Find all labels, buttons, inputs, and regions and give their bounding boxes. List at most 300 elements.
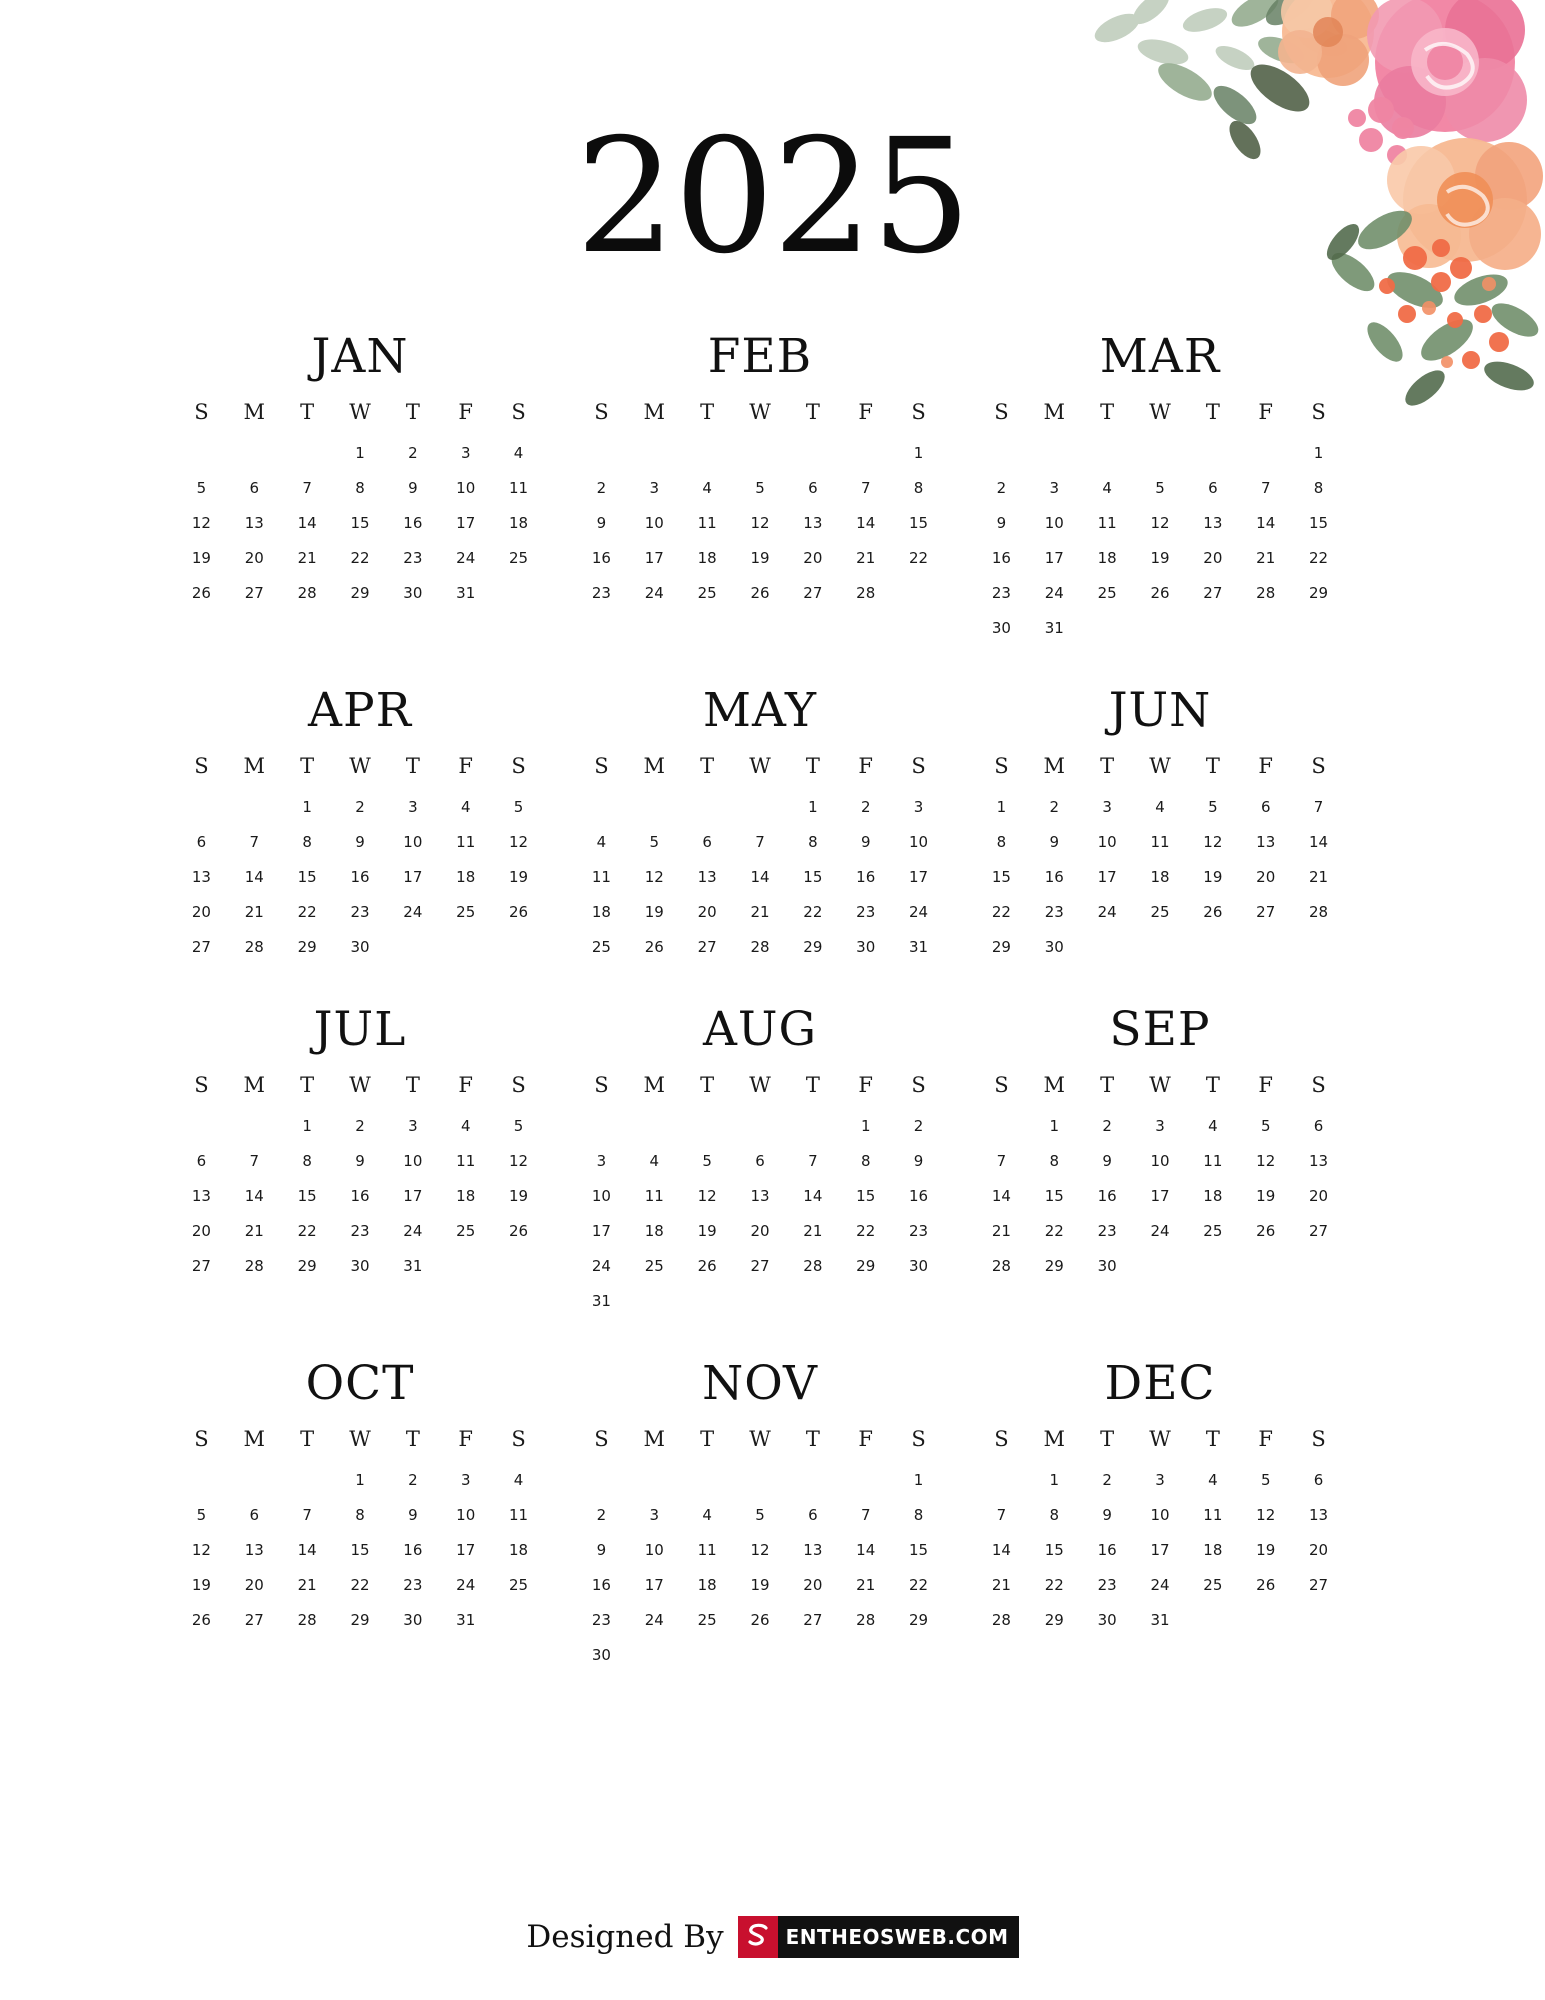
day-cell[interactable]: 22 bbox=[909, 1576, 929, 1595]
day-cell[interactable]: 24 bbox=[456, 1576, 476, 1595]
day-cell[interactable]: 29 bbox=[803, 938, 823, 957]
day-cell[interactable]: 4 bbox=[1208, 1471, 1218, 1490]
day-cell[interactable]: 14 bbox=[244, 1187, 264, 1206]
day-cell[interactable]: 27 bbox=[1203, 584, 1223, 603]
day-cell[interactable]: 15 bbox=[991, 868, 1011, 887]
day-cell[interactable]: 19 bbox=[1150, 549, 1170, 568]
day-cell[interactable]: 6 bbox=[1313, 1117, 1324, 1136]
day-cell[interactable]: 28 bbox=[856, 584, 876, 603]
day-cell[interactable]: 2 bbox=[1102, 1471, 1112, 1490]
day-cell[interactable]: 15 bbox=[297, 868, 317, 887]
day-cell[interactable]: 8 bbox=[913, 479, 924, 498]
day-cell[interactable]: 8 bbox=[808, 833, 818, 852]
day-cell[interactable]: 4 bbox=[1102, 479, 1112, 498]
day-cell[interactable]: 26 bbox=[750, 584, 770, 603]
day-cell[interactable]: 18 bbox=[1097, 549, 1117, 568]
day-cell[interactable]: 6 bbox=[196, 833, 207, 852]
day-cell[interactable]: 29 bbox=[991, 938, 1011, 957]
day-cell[interactable]: 5 bbox=[513, 1117, 524, 1136]
day-cell[interactable]: 24 bbox=[909, 903, 929, 922]
day-cell[interactable]: 26 bbox=[509, 1222, 529, 1241]
day-cell[interactable]: 23 bbox=[350, 1222, 370, 1241]
day-cell[interactable]: 4 bbox=[702, 479, 712, 498]
day-cell[interactable]: 17 bbox=[403, 1187, 423, 1206]
day-cell[interactable]: 28 bbox=[244, 938, 264, 957]
day-cell[interactable]: 28 bbox=[803, 1257, 823, 1276]
day-cell[interactable]: 17 bbox=[456, 1541, 476, 1560]
day-cell[interactable]: 3 bbox=[649, 479, 660, 498]
day-cell[interactable]: 18 bbox=[509, 1541, 529, 1560]
day-cell[interactable]: 2 bbox=[860, 798, 871, 817]
day-cell[interactable]: 15 bbox=[803, 868, 823, 887]
day-cell[interactable]: 11 bbox=[1150, 833, 1170, 852]
day-cell[interactable]: 17 bbox=[909, 868, 929, 887]
day-cell[interactable]: 27 bbox=[244, 1611, 264, 1630]
day-cell[interactable]: 24 bbox=[1044, 584, 1064, 603]
day-cell[interactable]: 13 bbox=[803, 514, 823, 533]
day-cell[interactable]: 27 bbox=[803, 1611, 823, 1630]
day-cell[interactable]: 2 bbox=[596, 1506, 607, 1525]
day-cell[interactable]: 30 bbox=[403, 1611, 423, 1630]
day-cell[interactable]: 19 bbox=[191, 549, 211, 568]
day-cell[interactable]: 18 bbox=[456, 1187, 476, 1206]
day-cell[interactable]: 22 bbox=[297, 1222, 317, 1241]
day-cell[interactable]: 7 bbox=[302, 479, 312, 498]
day-cell[interactable]: 12 bbox=[509, 1152, 529, 1171]
day-cell[interactable]: 10 bbox=[591, 1187, 611, 1206]
day-cell[interactable]: 21 bbox=[991, 1222, 1011, 1241]
day-cell[interactable]: 17 bbox=[403, 868, 423, 887]
day-cell[interactable]: 19 bbox=[1256, 1187, 1276, 1206]
day-cell[interactable]: 29 bbox=[1044, 1611, 1064, 1630]
day-cell[interactable]: 16 bbox=[350, 868, 370, 887]
day-cell[interactable]: 21 bbox=[991, 1576, 1011, 1595]
day-cell[interactable]: 15 bbox=[1044, 1187, 1064, 1206]
day-cell[interactable]: 12 bbox=[191, 1541, 211, 1560]
day-cell[interactable]: 6 bbox=[196, 1152, 207, 1171]
day-cell[interactable]: 16 bbox=[1097, 1187, 1117, 1206]
day-cell[interactable]: 13 bbox=[803, 1541, 823, 1560]
day-cell[interactable]: 13 bbox=[1309, 1152, 1329, 1171]
day-cell[interactable]: 20 bbox=[1256, 868, 1276, 887]
day-cell[interactable]: 13 bbox=[191, 868, 211, 887]
day-cell[interactable]: 21 bbox=[856, 1576, 876, 1595]
day-cell[interactable]: 27 bbox=[750, 1257, 770, 1276]
day-cell[interactable]: 23 bbox=[1097, 1222, 1117, 1241]
day-cell[interactable]: 12 bbox=[697, 1187, 717, 1206]
day-cell[interactable]: 28 bbox=[1309, 903, 1329, 922]
day-cell[interactable]: 2 bbox=[596, 479, 607, 498]
day-cell[interactable]: 10 bbox=[456, 479, 476, 498]
day-cell[interactable]: 9 bbox=[596, 1541, 607, 1560]
day-cell[interactable]: 23 bbox=[591, 1611, 611, 1630]
day-cell[interactable]: 31 bbox=[1150, 1611, 1170, 1630]
day-cell[interactable]: 3 bbox=[649, 1506, 660, 1525]
day-cell[interactable]: 2 bbox=[408, 444, 418, 463]
day-cell[interactable]: 22 bbox=[803, 903, 823, 922]
day-cell[interactable]: 8 bbox=[913, 1506, 924, 1525]
day-cell[interactable]: 19 bbox=[509, 1187, 529, 1206]
day-cell[interactable]: 13 bbox=[191, 1187, 211, 1206]
day-cell[interactable]: 9 bbox=[860, 833, 871, 852]
day-cell[interactable]: 5 bbox=[1155, 479, 1165, 498]
day-cell[interactable]: 21 bbox=[244, 1222, 264, 1241]
day-cell[interactable]: 12 bbox=[750, 514, 770, 533]
day-cell[interactable]: 30 bbox=[591, 1646, 611, 1665]
day-cell[interactable]: 16 bbox=[591, 549, 611, 568]
day-cell[interactable]: 22 bbox=[350, 1576, 370, 1595]
day-cell[interactable]: 1 bbox=[1049, 1471, 1060, 1490]
day-cell[interactable]: 23 bbox=[991, 584, 1011, 603]
day-cell[interactable]: 21 bbox=[1256, 549, 1276, 568]
day-cell[interactable]: 5 bbox=[196, 479, 207, 498]
day-cell[interactable]: 11 bbox=[509, 1506, 529, 1525]
day-cell[interactable]: 15 bbox=[856, 1187, 876, 1206]
day-cell[interactable]: 18 bbox=[456, 868, 476, 887]
day-cell[interactable]: 10 bbox=[1044, 514, 1064, 533]
day-cell[interactable]: 28 bbox=[297, 584, 317, 603]
day-cell[interactable]: 30 bbox=[403, 584, 423, 603]
day-cell[interactable]: 4 bbox=[596, 833, 607, 852]
day-cell[interactable]: 13 bbox=[750, 1187, 770, 1206]
day-cell[interactable]: 1 bbox=[1313, 444, 1324, 463]
day-cell[interactable]: 8 bbox=[1049, 1506, 1060, 1525]
day-cell[interactable]: 25 bbox=[509, 549, 529, 568]
day-cell[interactable]: 29 bbox=[909, 1611, 929, 1630]
day-cell[interactable]: 21 bbox=[803, 1222, 823, 1241]
day-cell[interactable]: 21 bbox=[750, 903, 770, 922]
day-cell[interactable]: 30 bbox=[1044, 938, 1064, 957]
day-cell[interactable]: 23 bbox=[1044, 903, 1064, 922]
day-cell[interactable]: 23 bbox=[909, 1222, 929, 1241]
day-cell[interactable]: 25 bbox=[456, 1222, 476, 1241]
day-cell[interactable]: 16 bbox=[350, 1187, 370, 1206]
day-cell[interactable]: 26 bbox=[750, 1611, 770, 1630]
day-cell[interactable]: 31 bbox=[909, 938, 929, 957]
day-cell[interactable]: 29 bbox=[297, 938, 317, 957]
day-cell[interactable]: 23 bbox=[350, 903, 370, 922]
day-cell[interactable]: 24 bbox=[644, 584, 664, 603]
day-cell[interactable]: 10 bbox=[1150, 1152, 1170, 1171]
day-cell[interactable]: 28 bbox=[750, 938, 770, 957]
day-cell[interactable]: 12 bbox=[644, 868, 664, 887]
day-cell[interactable]: 28 bbox=[856, 1611, 876, 1630]
day-cell[interactable]: 16 bbox=[991, 549, 1011, 568]
day-cell[interactable]: 19 bbox=[509, 868, 529, 887]
day-cell[interactable]: 8 bbox=[1313, 479, 1324, 498]
day-cell[interactable]: 19 bbox=[644, 903, 664, 922]
day-cell[interactable]: 21 bbox=[297, 549, 317, 568]
day-cell[interactable]: 9 bbox=[913, 1152, 924, 1171]
day-cell[interactable]: 18 bbox=[509, 514, 529, 533]
day-cell[interactable]: 7 bbox=[1260, 479, 1271, 498]
day-cell[interactable]: 26 bbox=[191, 584, 211, 603]
day-cell[interactable]: 21 bbox=[297, 1576, 317, 1595]
day-cell[interactable]: 5 bbox=[649, 833, 660, 852]
day-cell[interactable]: 4 bbox=[649, 1152, 660, 1171]
day-cell[interactable]: 15 bbox=[909, 1541, 929, 1560]
day-cell[interactable]: 24 bbox=[1150, 1576, 1170, 1595]
day-cell[interactable]: 15 bbox=[350, 1541, 370, 1560]
day-cell[interactable]: 14 bbox=[991, 1187, 1011, 1206]
day-cell[interactable]: 18 bbox=[697, 1576, 717, 1595]
day-cell[interactable]: 28 bbox=[244, 1257, 264, 1276]
day-cell[interactable]: 22 bbox=[1044, 1222, 1064, 1241]
day-cell[interactable]: 5 bbox=[755, 479, 765, 498]
day-cell[interactable]: 17 bbox=[1097, 868, 1117, 887]
day-cell[interactable]: 4 bbox=[460, 798, 471, 817]
day-cell[interactable]: 17 bbox=[644, 1576, 664, 1595]
day-cell[interactable]: 16 bbox=[856, 868, 876, 887]
day-cell[interactable]: 7 bbox=[860, 1506, 871, 1525]
day-cell[interactable]: 9 bbox=[355, 1152, 365, 1171]
day-cell[interactable]: 20 bbox=[244, 1576, 264, 1595]
day-cell[interactable]: 14 bbox=[1256, 514, 1276, 533]
day-cell[interactable]: 19 bbox=[191, 1576, 211, 1595]
day-cell[interactable]: 8 bbox=[1049, 1152, 1060, 1171]
day-cell[interactable]: 22 bbox=[350, 549, 370, 568]
day-cell[interactable]: 11 bbox=[1097, 514, 1117, 533]
day-cell[interactable]: 16 bbox=[1097, 1541, 1117, 1560]
day-cell[interactable]: 19 bbox=[1203, 868, 1223, 887]
day-cell[interactable]: 5 bbox=[513, 798, 524, 817]
day-cell[interactable]: 7 bbox=[249, 1152, 260, 1171]
day-cell[interactable]: 3 bbox=[913, 798, 924, 817]
day-cell[interactable]: 7 bbox=[249, 833, 260, 852]
day-cell[interactable]: 13 bbox=[1256, 833, 1276, 852]
day-cell[interactable]: 3 bbox=[460, 1471, 471, 1490]
day-cell[interactable]: 2 bbox=[408, 1471, 418, 1490]
day-cell[interactable]: 30 bbox=[909, 1257, 929, 1276]
day-cell[interactable]: 10 bbox=[644, 1541, 664, 1560]
day-cell[interactable]: 11 bbox=[697, 514, 717, 533]
day-cell[interactable]: 16 bbox=[909, 1187, 929, 1206]
day-cell[interactable]: 12 bbox=[1256, 1506, 1276, 1525]
day-cell[interactable]: 10 bbox=[909, 833, 929, 852]
day-cell[interactable]: 19 bbox=[697, 1222, 717, 1241]
day-cell[interactable]: 12 bbox=[1256, 1152, 1276, 1171]
day-cell[interactable]: 27 bbox=[191, 1257, 211, 1276]
day-cell[interactable]: 3 bbox=[1102, 798, 1112, 817]
day-cell[interactable]: 1 bbox=[808, 798, 818, 817]
day-cell[interactable]: 4 bbox=[513, 444, 524, 463]
day-cell[interactable]: 15 bbox=[909, 514, 929, 533]
day-cell[interactable]: 11 bbox=[697, 1541, 717, 1560]
day-cell[interactable]: 10 bbox=[644, 514, 664, 533]
day-cell[interactable]: 20 bbox=[697, 903, 717, 922]
day-cell[interactable]: 2 bbox=[913, 1117, 924, 1136]
day-cell[interactable]: 22 bbox=[909, 549, 929, 568]
day-cell[interactable]: 21 bbox=[856, 549, 876, 568]
day-cell[interactable]: 23 bbox=[856, 903, 876, 922]
day-cell[interactable]: 31 bbox=[456, 1611, 476, 1630]
day-cell[interactable]: 12 bbox=[1203, 833, 1223, 852]
day-cell[interactable]: 2 bbox=[996, 479, 1007, 498]
day-cell[interactable]: 30 bbox=[991, 619, 1011, 638]
day-cell[interactable]: 20 bbox=[803, 549, 823, 568]
day-cell[interactable]: 20 bbox=[244, 549, 264, 568]
day-cell[interactable]: 10 bbox=[1150, 1506, 1170, 1525]
day-cell[interactable]: 27 bbox=[1309, 1576, 1329, 1595]
day-cell[interactable]: 17 bbox=[1150, 1187, 1170, 1206]
day-cell[interactable]: 29 bbox=[350, 584, 370, 603]
day-cell[interactable]: 26 bbox=[697, 1257, 717, 1276]
day-cell[interactable]: 27 bbox=[1309, 1222, 1329, 1241]
day-cell[interactable]: 14 bbox=[803, 1187, 823, 1206]
day-cell[interactable]: 31 bbox=[1044, 619, 1064, 638]
day-cell[interactable]: 10 bbox=[1097, 833, 1117, 852]
day-cell[interactable]: 28 bbox=[991, 1257, 1011, 1276]
day-cell[interactable]: 25 bbox=[1097, 584, 1117, 603]
day-cell[interactable]: 1 bbox=[913, 1471, 924, 1490]
day-cell[interactable]: 22 bbox=[856, 1222, 876, 1241]
day-cell[interactable]: 26 bbox=[1256, 1576, 1276, 1595]
day-cell[interactable]: 9 bbox=[355, 833, 365, 852]
day-cell[interactable]: 11 bbox=[456, 1152, 476, 1171]
entheosweb-logo[interactable] bbox=[738, 1916, 1019, 1958]
day-cell[interactable]: 29 bbox=[1309, 584, 1329, 603]
day-cell[interactable]: 29 bbox=[297, 1257, 317, 1276]
day-cell[interactable]: 9 bbox=[1049, 833, 1060, 852]
day-cell[interactable]: 20 bbox=[191, 903, 211, 922]
day-cell[interactable]: 19 bbox=[750, 549, 770, 568]
day-cell[interactable]: 16 bbox=[403, 514, 423, 533]
day-cell[interactable]: 27 bbox=[803, 584, 823, 603]
day-cell[interactable]: 6 bbox=[249, 1506, 260, 1525]
day-cell[interactable]: 26 bbox=[1150, 584, 1170, 603]
day-cell[interactable]: 7 bbox=[1313, 798, 1324, 817]
day-cell[interactable]: 3 bbox=[1049, 479, 1060, 498]
day-cell[interactable]: 3 bbox=[1155, 1471, 1165, 1490]
day-cell[interactable]: 30 bbox=[350, 1257, 370, 1276]
day-cell[interactable]: 27 bbox=[1256, 903, 1276, 922]
day-cell[interactable]: 7 bbox=[808, 1152, 818, 1171]
day-cell[interactable]: 11 bbox=[644, 1187, 664, 1206]
day-cell[interactable]: 8 bbox=[355, 1506, 365, 1525]
day-cell[interactable]: 7 bbox=[302, 1506, 312, 1525]
day-cell[interactable]: 23 bbox=[403, 549, 423, 568]
day-cell[interactable]: 25 bbox=[1203, 1576, 1223, 1595]
day-cell[interactable]: 26 bbox=[644, 938, 664, 957]
day-cell[interactable]: 15 bbox=[350, 514, 370, 533]
day-cell[interactable]: 9 bbox=[996, 514, 1007, 533]
day-cell[interactable]: 27 bbox=[191, 938, 211, 957]
day-cell[interactable]: 4 bbox=[702, 1506, 712, 1525]
day-cell[interactable]: 25 bbox=[509, 1576, 529, 1595]
day-cell[interactable]: 5 bbox=[196, 1506, 207, 1525]
day-cell[interactable]: 25 bbox=[1203, 1222, 1223, 1241]
day-cell[interactable]: 2 bbox=[355, 798, 365, 817]
day-cell[interactable]: 14 bbox=[1309, 833, 1329, 852]
day-cell[interactable]: 17 bbox=[1044, 549, 1064, 568]
day-cell[interactable]: 20 bbox=[803, 1576, 823, 1595]
day-cell[interactable]: 21 bbox=[1309, 868, 1329, 887]
day-cell[interactable]: 6 bbox=[249, 479, 260, 498]
day-cell[interactable]: 18 bbox=[591, 903, 611, 922]
day-cell[interactable]: 12 bbox=[750, 1541, 770, 1560]
day-cell[interactable]: 16 bbox=[591, 1576, 611, 1595]
day-cell[interactable]: 13 bbox=[244, 1541, 264, 1560]
day-cell[interactable]: 7 bbox=[860, 479, 871, 498]
day-cell[interactable]: 15 bbox=[1044, 1541, 1064, 1560]
day-cell[interactable]: 8 bbox=[355, 479, 365, 498]
day-cell[interactable]: 31 bbox=[591, 1292, 611, 1311]
day-cell[interactable]: 9 bbox=[596, 514, 607, 533]
day-cell[interactable]: 18 bbox=[1150, 868, 1170, 887]
day-cell[interactable]: 25 bbox=[697, 1611, 717, 1630]
day-cell[interactable]: 25 bbox=[456, 903, 476, 922]
day-cell[interactable]: 14 bbox=[750, 868, 770, 887]
day-cell[interactable]: 25 bbox=[591, 938, 611, 957]
day-cell[interactable]: 23 bbox=[1097, 1576, 1117, 1595]
day-cell[interactable]: 7 bbox=[996, 1506, 1007, 1525]
day-cell[interactable]: 18 bbox=[1203, 1541, 1223, 1560]
day-cell[interactable]: 4 bbox=[460, 1117, 471, 1136]
day-cell[interactable]: 24 bbox=[644, 1611, 664, 1630]
day-cell[interactable]: 8 bbox=[860, 1152, 871, 1171]
day-cell[interactable]: 1 bbox=[302, 1117, 312, 1136]
day-cell[interactable]: 17 bbox=[456, 514, 476, 533]
day-cell[interactable]: 13 bbox=[244, 514, 264, 533]
day-cell[interactable]: 3 bbox=[408, 798, 418, 817]
day-cell[interactable]: 22 bbox=[1044, 1576, 1064, 1595]
day-cell[interactable]: 20 bbox=[1309, 1187, 1329, 1206]
day-cell[interactable]: 18 bbox=[644, 1222, 664, 1241]
day-cell[interactable]: 30 bbox=[856, 938, 876, 957]
day-cell[interactable]: 1 bbox=[1049, 1117, 1060, 1136]
day-cell[interactable]: 13 bbox=[1203, 514, 1223, 533]
day-cell[interactable]: 4 bbox=[1208, 1117, 1218, 1136]
day-cell[interactable]: 28 bbox=[991, 1611, 1011, 1630]
day-cell[interactable]: 24 bbox=[403, 903, 423, 922]
day-cell[interactable]: 31 bbox=[403, 1257, 423, 1276]
day-cell[interactable]: 8 bbox=[302, 833, 312, 852]
day-cell[interactable]: 24 bbox=[1097, 903, 1117, 922]
day-cell[interactable]: 10 bbox=[403, 1152, 423, 1171]
day-cell[interactable]: 11 bbox=[1203, 1506, 1223, 1525]
day-cell[interactable]: 5 bbox=[1260, 1117, 1271, 1136]
day-cell[interactable]: 25 bbox=[1150, 903, 1170, 922]
day-cell[interactable]: 4 bbox=[513, 1471, 524, 1490]
day-cell[interactable]: 30 bbox=[1097, 1611, 1117, 1630]
day-cell[interactable]: 5 bbox=[1208, 798, 1218, 817]
day-cell[interactable]: 11 bbox=[456, 833, 476, 852]
day-cell[interactable]: 22 bbox=[991, 903, 1011, 922]
day-cell[interactable]: 1 bbox=[913, 444, 924, 463]
day-cell[interactable]: 3 bbox=[460, 444, 471, 463]
day-cell[interactable]: 11 bbox=[509, 479, 529, 498]
day-cell[interactable]: 12 bbox=[509, 833, 529, 852]
day-cell[interactable]: 24 bbox=[1150, 1222, 1170, 1241]
day-cell[interactable]: 29 bbox=[856, 1257, 876, 1276]
day-cell[interactable]: 13 bbox=[697, 868, 717, 887]
day-cell[interactable]: 1 bbox=[996, 798, 1007, 817]
day-cell[interactable]: 3 bbox=[1155, 1117, 1165, 1136]
day-cell[interactable]: 28 bbox=[1256, 584, 1276, 603]
day-cell[interactable]: 9 bbox=[1102, 1152, 1112, 1171]
day-cell[interactable]: 1 bbox=[355, 444, 365, 463]
day-cell[interactable]: 6 bbox=[755, 1152, 765, 1171]
day-cell[interactable]: 5 bbox=[755, 1506, 765, 1525]
day-cell[interactable]: 1 bbox=[860, 1117, 871, 1136]
day-cell[interactable]: 17 bbox=[644, 549, 664, 568]
day-cell[interactable]: 15 bbox=[1309, 514, 1329, 533]
day-cell[interactable]: 24 bbox=[456, 549, 476, 568]
day-cell[interactable]: 19 bbox=[750, 1576, 770, 1595]
day-cell[interactable]: 2 bbox=[355, 1117, 365, 1136]
day-cell[interactable]: 17 bbox=[1150, 1541, 1170, 1560]
day-cell[interactable]: 17 bbox=[591, 1222, 611, 1241]
